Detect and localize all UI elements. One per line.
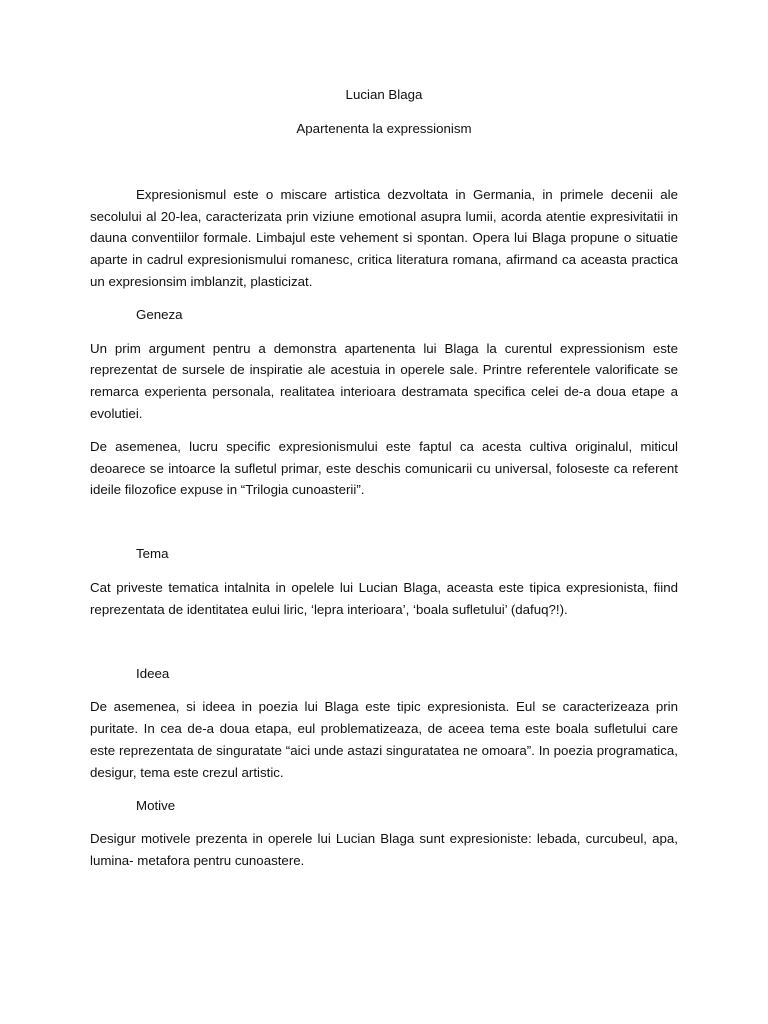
section-heading-ideea: Ideea <box>136 665 170 681</box>
section-heading-geneza: Geneza <box>136 306 183 322</box>
geneza-paragraph-2: De asemenea, lucru specific expresionismului este faptul ca acesta cultiva originalul, miticul deoarece se intoarce la sufletul primar, este deschis comunicarii cu universal, foloseste ca referent ideile filozofice expuse in “Trilogia cunoasterii”. <box>90 438 678 498</box>
document-title: Lucian Blaga <box>345 87 423 102</box>
section-heading-motive: Motive <box>136 797 176 813</box>
geneza-paragraph-1: Un prim argument pentru a demonstra apartenenta lui Blaga la curentul expressionism este reprezentat de sursele de inspiratie ale acestuia in operele sale. Printre referentele valorificate se remarca experienta personala, realitatea interioara destramata specifica celei de-a doua etape a evolutiei. <box>90 340 678 421</box>
ideea-paragraph: De asemenea, si ideea in poezia lui Blaga este tipic expresionista. Eul se caracterizeaza prin puritate. In cea de-a doua etapa, eul problematizeaza, de aceea tema este boala sufletului care este reprezentata de singuratate “aici unde astazi singuratatea ne omoara”. In poezia programatica, desigur, tema este crezul artistic. <box>90 699 678 780</box>
document-subtitle: Apartenenta la expressionism <box>296 121 472 136</box>
document-page <box>90 84 678 872</box>
intro-paragraph: Expresionismul este o miscare artistica dezvoltata in Germania, in primele decenii ale secolului al 20-lea, caracterizata prin viziune emotional asupra lumii, acorda atentie expresivitatii in dauna conventiilor formale. Limbajul este vehement si spontan. Opera lui Blaga propune o situatie aparte in cadrul expresionismului romanesc, critica literatura romana, afirmand ca aceasta practica un expresionsim imblanzit, plasticizat. <box>90 186 678 289</box>
motive-paragraph: Desigur motivele prezenta in operele lui Lucian Blaga sunt expresioniste: lebada, curcubeul, apa, lumina- metafora pentru cunoastere. <box>90 831 678 869</box>
section-heading-tema: Tema <box>136 546 169 562</box>
tema-paragraph: Cat priveste tematica intalnita in opelele lui Lucian Blaga, aceasta este tipica expresionista, fiind reprezentata de identitatea eului liric, ‘lepra interioara’, ‘boala sufletului’ (dafuq?!). <box>90 579 678 617</box>
